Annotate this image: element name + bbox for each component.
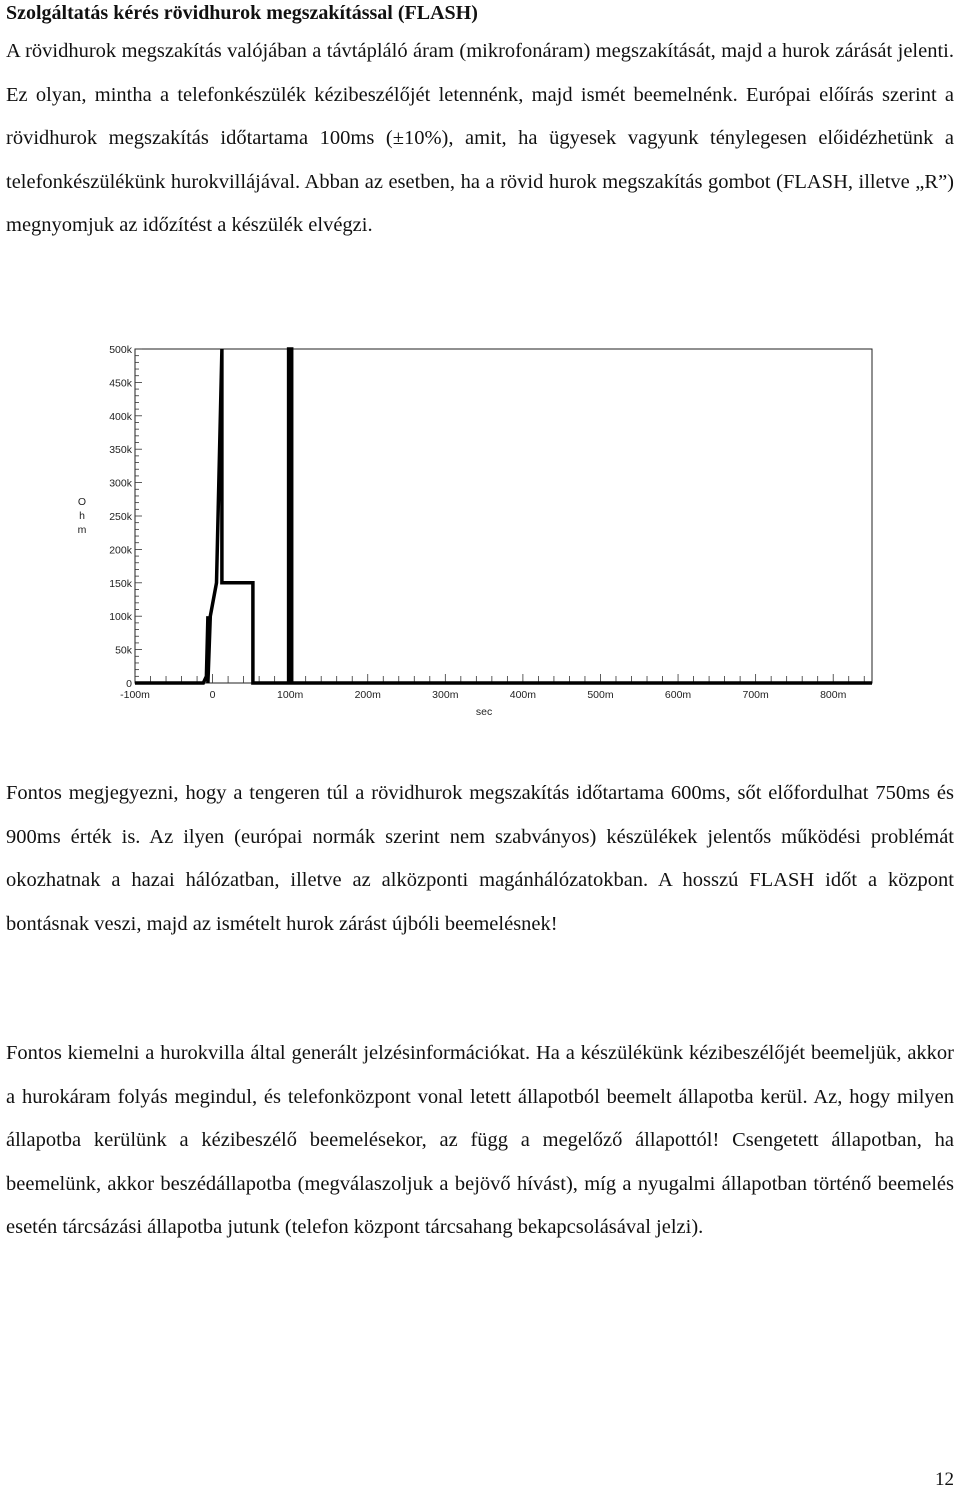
y-tick-label: 450k	[109, 377, 132, 390]
paragraph-overseas-flash: Fontos megjegyezni, hogy a tengeren túl a rövidhurok megszakítás időtartama 600ms, sőt előfordulhat 750ms és 900ms érték is. Az ilyen (európai normák szerint nem szabványos) készülékek jelentős működési problémát okozhatnak a hazai hálózatban, illetve az alközponti magánhálózatokban. A hosszú FLASH időt a központ bontásnak veszi, majd az ismételt hurok zárást újbóli beemelésnek!	[6, 782, 954, 935]
plot-frame	[135, 349, 872, 683]
chart-svg	[60, 335, 900, 730]
resistance-time-chart	[60, 335, 900, 730]
x-tick-label: 500m	[587, 689, 614, 701]
x-tick-label: 0	[209, 689, 216, 701]
y-axis-label-letter: h	[79, 510, 85, 522]
y-tick-label: 150k	[109, 577, 132, 590]
x-tick-label: 300m	[432, 689, 459, 701]
x-tick-label: 600m	[664, 689, 692, 701]
y-tick-label: 500k	[109, 344, 132, 356]
y-tick-label: 100k	[109, 611, 132, 624]
y-tick-label: 300k	[109, 477, 132, 490]
y-tick-label: 350k	[109, 444, 132, 457]
x-tick-label: 800m	[820, 689, 847, 701]
series-line	[135, 349, 872, 683]
y-axis-label-letter: m	[77, 524, 87, 536]
y-axis-label-letter: O	[77, 496, 87, 508]
x-axis-label: sec	[475, 706, 493, 718]
y-tick-label: 200k	[109, 544, 132, 557]
x-tick-label: 100m	[277, 689, 304, 701]
y-tick-label: 400k	[109, 410, 132, 423]
section-heading: Szolgáltatás kérés rövidhurok megszakítással (FLASH)	[6, 2, 478, 24]
paragraph-hook-switch-signals: Fontos kiemelni a hurokvilla által generált jelzésinformációkat. Ha a készülékünk kézibeszélőjét beemeljük, akkor a hurokáram folyás megindul, és telefonközpont vonal letett állapotból beemelt állapotba kerül. Az, hogy milyen állapotba kerülünk a kézibeszélő beemelésekor, az függ a megelőző állapottól! Csengetett állapotban, ha beemelünk, akkor beszédállapotba (megválaszoljuk a bejövő hívást), míg a nyugalmi állapotban történő beemelés esetén tárcsázási állapotba jutunk (telefon központ tárcsahang bekapcsolásával jelzi).	[6, 1042, 954, 1239]
y-tick-label: 50k	[115, 644, 132, 657]
page-number: 12	[935, 1469, 954, 1490]
x-tick-label: 200m	[354, 689, 381, 701]
x-tick-label: 400m	[509, 689, 537, 701]
x-tick-label: 700m	[742, 689, 769, 701]
y-tick-label: 250k	[109, 511, 132, 523]
paragraph-intro: A rövidhurok megszakítás valójában a távtápláló áram (mikrofonáram) megszakítását, majd a hurok zárását jelenti. Ez olyan, mintha a telefonkészülék kézibeszélőjét letennénk, majd ismét beemelnénk. Európai előírás szerint a rövidhurok megszakítás időtartama 100ms (±10%), amit, ha ügyesek vagyunk ténylegesen előidézhetünk a telefonkészülékünk hurokvillájával. Abban az esetben, ha a rövid hurok megszakítás gombot (FLASH, illetve „R”) megnyomjuk az időzítést a készülék elvégzi.	[6, 40, 954, 237]
x-tick-label: -100m	[120, 689, 150, 701]
y-tick-label: 0	[126, 678, 132, 690]
